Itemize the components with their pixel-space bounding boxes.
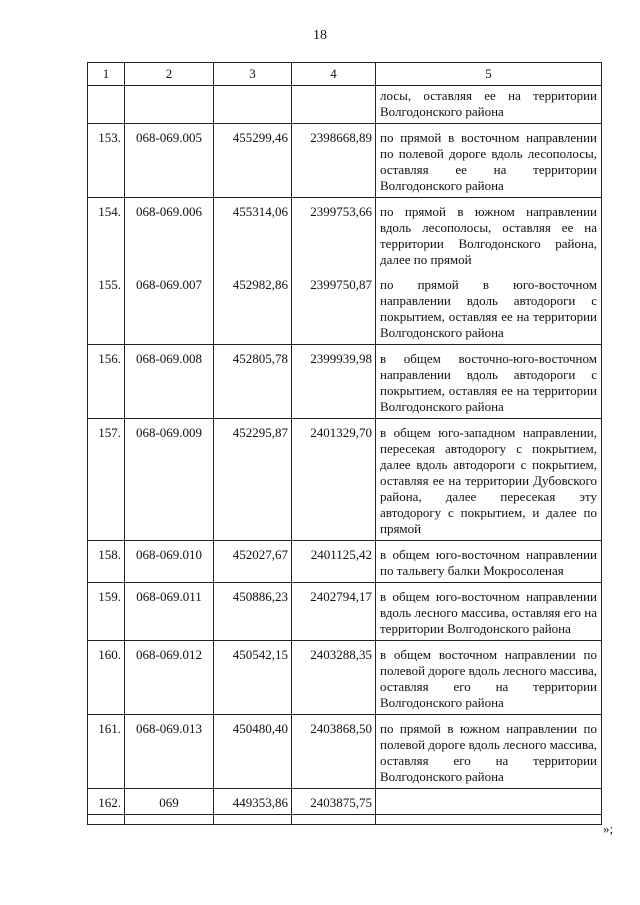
row-description: лосы, оставляя ее на территории Волгодонского района — [376, 86, 602, 124]
row-description: по прямой в восточном направлении по полевой дороге вдоль лесополосы, оставляя ее на территории Волгодонского района — [376, 124, 602, 198]
coord-x: 450542,15 — [214, 641, 292, 715]
table-row — [88, 198, 602, 272]
row-number: 155. — [88, 271, 125, 345]
coord-x: 450480,40 — [214, 715, 292, 789]
coord-x: 450886,23 — [214, 583, 292, 641]
table-row — [88, 541, 602, 583]
row-number: 161. — [88, 715, 125, 789]
row-number: 156. — [88, 345, 125, 419]
coord-x: 452805,78 — [214, 345, 292, 419]
table-row — [88, 271, 602, 345]
coord-x: 452027,67 — [214, 541, 292, 583]
coord-x: 452982,86 — [214, 271, 292, 345]
point-code: 068-069.012 — [125, 641, 214, 715]
column-header: 1 — [88, 63, 125, 86]
row-description: по прямой в юго-восточном направлении вдоль автодороги с покрытием, оставляя ее на территории Волгодонского района — [376, 271, 602, 345]
row-number: 153. — [88, 124, 125, 198]
row-number: 159. — [88, 583, 125, 641]
table-row — [88, 641, 602, 715]
coord-x: 455299,46 — [214, 124, 292, 198]
point-code: 068-069.010 — [125, 541, 214, 583]
coord-x: 452295,87 — [214, 419, 292, 541]
point-code: 068-069.006 — [125, 198, 214, 272]
coord-y: 2399753,66 — [292, 198, 376, 272]
table-row — [88, 124, 602, 198]
table-row — [88, 583, 602, 641]
point-code: 069 — [125, 789, 214, 815]
coord-x — [214, 815, 292, 825]
coord-x: 455314,06 — [214, 198, 292, 272]
row-description: в общем юго-восточном направлении вдоль лесного массива, оставляя его на территории Волгодонского района — [376, 583, 602, 641]
page-number: 18 — [313, 28, 327, 43]
table-row — [88, 345, 602, 419]
coord-y — [292, 815, 376, 825]
table-row — [88, 789, 602, 815]
row-number — [88, 815, 125, 825]
point-code: 068-069.011 — [125, 583, 214, 641]
point-code: 068-069.009 — [125, 419, 214, 541]
closing-quote-mark: »; — [603, 820, 614, 836]
coord-y: 2401125,42 — [292, 541, 376, 583]
table-row — [88, 419, 602, 541]
row-description: в общем восточном направлении по полевой дороге вдоль лесного массива, оставляя его на территории Волгодонского района — [376, 641, 602, 715]
row-number: 158. — [88, 541, 125, 583]
coord-y: 2401329,70 — [292, 419, 376, 541]
point-code: 068-069.005 — [125, 124, 214, 198]
coord-y: 2399750,87 — [292, 271, 376, 345]
row-description — [376, 789, 602, 815]
point-code: 068-069.008 — [125, 345, 214, 419]
point-code: 068-069.007 — [125, 271, 214, 345]
coord-y: 2403875,75 — [292, 789, 376, 815]
column-header: 2 — [125, 63, 214, 86]
row-number: 157. — [88, 419, 125, 541]
coord-y: 2399939,98 — [292, 345, 376, 419]
coord-x: 449353,86 — [214, 789, 292, 815]
coord-y: 2402794,17 — [292, 583, 376, 641]
point-code: 068-069.013 — [125, 715, 214, 789]
row-description: в общем юго-западном направлении, пересекая автодорогу с покрытием, далее вдоль автодороги с покрытием, оставляя ее на территории Дубовского района, далее пересекая эту автодорогу с покрытием, и далее по прямой — [376, 419, 602, 541]
coord-y: 2398668,89 — [292, 124, 376, 198]
table-row — [88, 86, 602, 124]
row-description — [376, 815, 602, 825]
point-code — [125, 815, 214, 825]
row-description: по прямой в южном направлении по полевой дороге вдоль лесного массива, оставляя его на территории Волгодонского района — [376, 715, 602, 789]
column-header: 5 — [376, 63, 602, 86]
coord-y: 2403288,35 — [292, 641, 376, 715]
row-description: в общем юго-восточном направлении по тальвегу балки Мокросоленая — [376, 541, 602, 583]
row-number: 160. — [88, 641, 125, 715]
row-number: 154. — [88, 198, 125, 272]
boundary-table — [87, 62, 602, 825]
table-header-row — [88, 63, 602, 86]
coord-y: 2403868,50 — [292, 715, 376, 789]
row-description: в общем восточно-юго-восточном направлении вдоль автодороги с покрытием, оставляя ее на территории Волгодонского района — [376, 345, 602, 419]
column-header: 3 — [214, 63, 292, 86]
row-description: по прямой в южном направлении вдоль лесополосы, оставляя ее на территории Волгодонского района, далее по прямой — [376, 198, 602, 272]
table-row — [88, 815, 602, 825]
column-header: 4 — [292, 63, 376, 86]
row-number: 162. — [88, 789, 125, 815]
table-row — [88, 715, 602, 789]
